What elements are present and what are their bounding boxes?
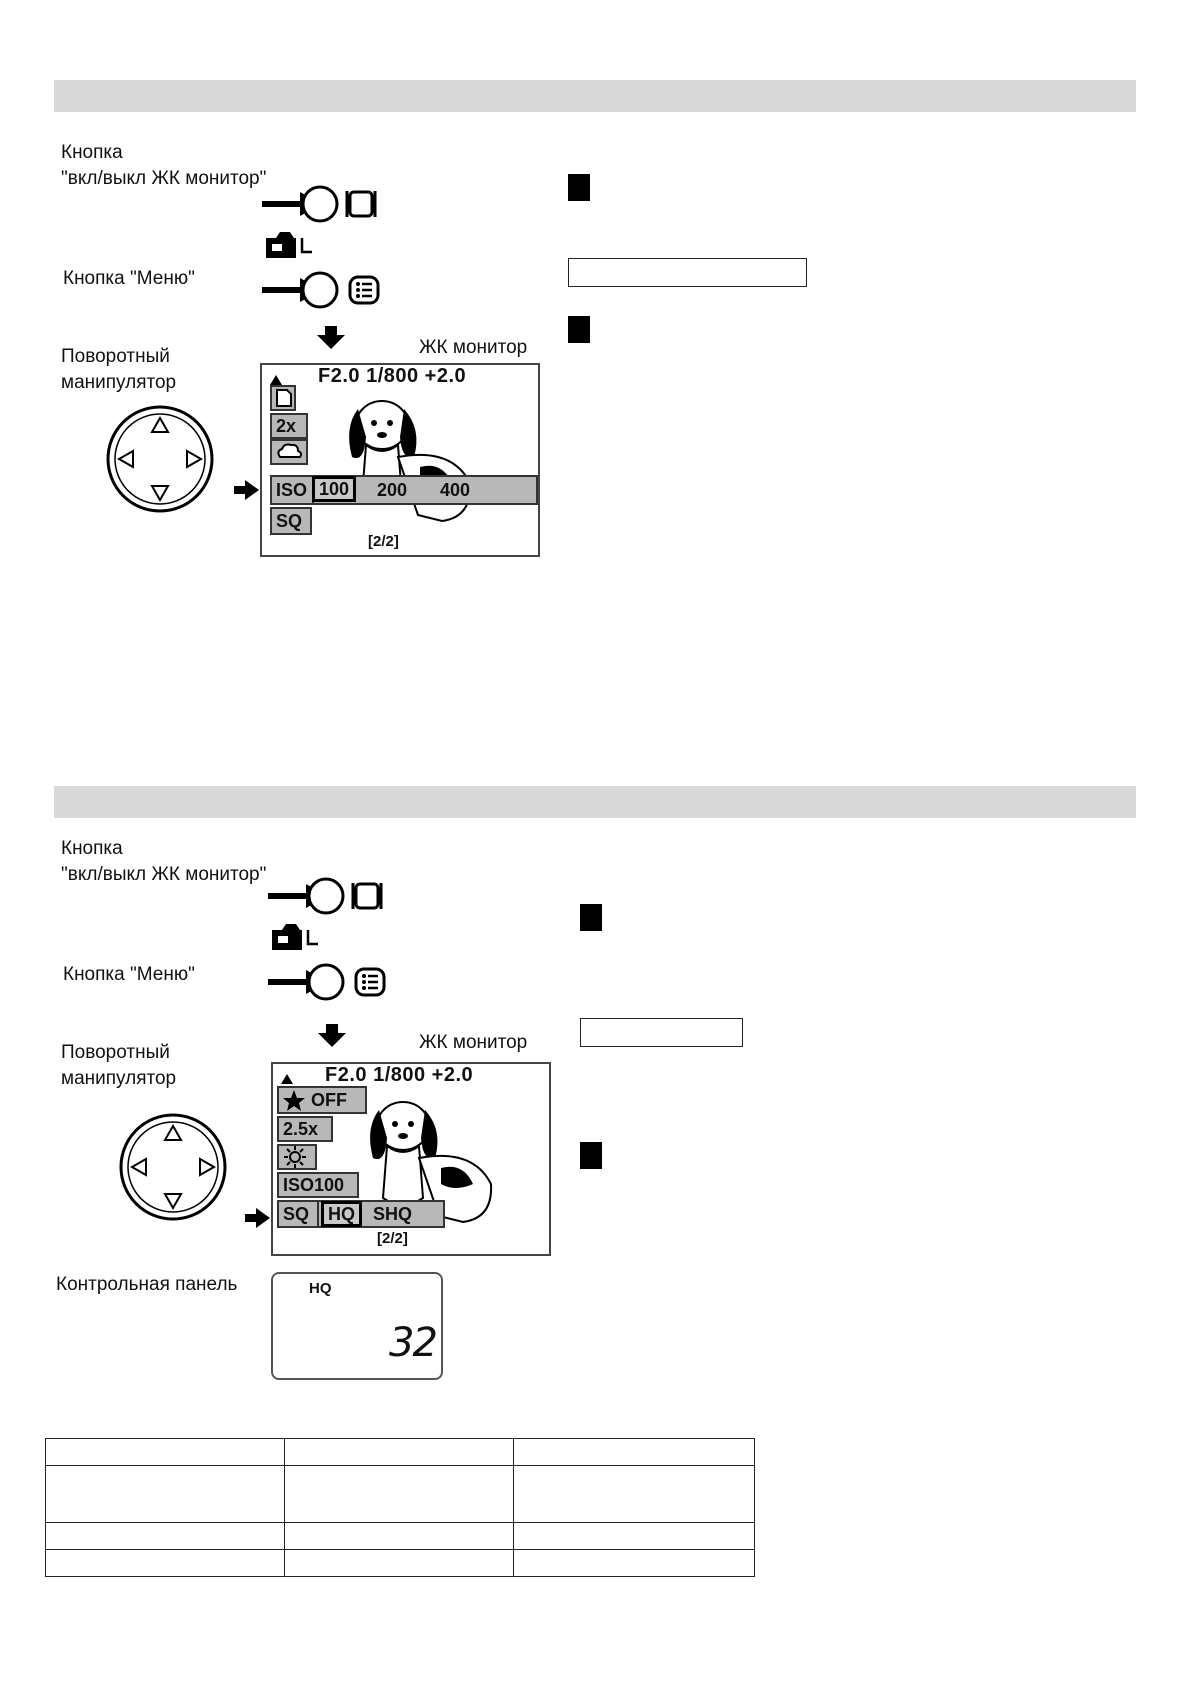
arrow-down-icon: [317, 1024, 347, 1048]
step-marker-2: [568, 316, 590, 343]
control-panel-display: [271, 1272, 443, 1380]
menu-button[interactable]: [260, 270, 390, 310]
white-balance-menu-item: [277, 1144, 317, 1170]
dog-image: [322, 387, 482, 537]
menu-list-icon: [356, 969, 384, 995]
cloud-icon: [272, 441, 306, 463]
arrow-down-icon: [316, 326, 346, 350]
menu-button[interactable]: [266, 962, 396, 1002]
quality-table: [45, 1438, 755, 1577]
setting-value-box-1: [568, 258, 807, 287]
monitor-label: ЖК монитор: [419, 337, 528, 358]
table-row: [46, 1439, 755, 1466]
exposure-status: F2.0 1/800 +2.0: [325, 1064, 474, 1086]
lcd-monitor-icon: [353, 883, 381, 909]
table-cell: [46, 1550, 285, 1577]
control-panel-mode: HQ: [309, 1280, 332, 1297]
frame-counter: [2/2]: [377, 1230, 408, 1247]
table-cell: [46, 1439, 285, 1466]
lcd-button-label-2: "вкл/выкл ЖК монитор": [61, 864, 267, 885]
card-icon: [272, 387, 294, 409]
monitor-label: ЖК монитор: [419, 1032, 528, 1053]
table-cell: [285, 1523, 514, 1550]
lcd-button-label-2: "вкл/выкл ЖК монитор": [61, 168, 267, 189]
menu-button-label: Кнопка "Меню": [63, 964, 195, 985]
setting-value-box-2: [580, 1018, 743, 1047]
menu-list-icon: [350, 277, 378, 303]
dial-icon[interactable]: [105, 404, 215, 514]
iso-option-400[interactable]: 400: [440, 480, 471, 500]
table-cell: [285, 1466, 514, 1523]
frame-counter: [2/2]: [368, 533, 399, 550]
quality-menu-item: SQ: [277, 1200, 319, 1228]
arrow-right-icon: [234, 480, 260, 500]
table-row: [46, 1466, 755, 1523]
table-cell: [514, 1550, 755, 1577]
camera-icon: [262, 228, 322, 260]
dial-label-2: манипулятор: [61, 1068, 177, 1089]
exposure-status: F2.0 1/800 +2.0: [318, 365, 467, 387]
dial-label: Поворотный: [61, 346, 170, 367]
iso-menu-item: ISO: [270, 475, 314, 505]
arrow-right-icon: [245, 1208, 271, 1228]
step-marker-2: [580, 1142, 602, 1169]
white-balance-menu-item: [270, 439, 308, 465]
step-marker-1: [580, 904, 602, 931]
table-cell: [514, 1466, 755, 1523]
menu-button-label: Кнопка "Меню": [63, 268, 195, 289]
scroll-up-icon: [281, 1074, 293, 1084]
camera-icon: [268, 920, 328, 952]
zoom-menu-item: 2x: [270, 413, 308, 439]
control-panel-label: Контрольная панель: [56, 1274, 238, 1295]
table-row: [46, 1550, 755, 1577]
step-marker-1: [568, 174, 590, 201]
table-cell: [46, 1523, 285, 1550]
section-header-band-2: [54, 786, 1136, 818]
sharpness-value: OFF: [311, 1090, 347, 1110]
control-panel-count: 32: [389, 1320, 436, 1366]
quality-menu-item: SQ: [270, 507, 312, 535]
quality-option-shq[interactable]: SHQ: [373, 1204, 413, 1224]
table-cell: [514, 1439, 755, 1466]
scroll-up-icon: [270, 375, 282, 385]
dial-label: Поворотный: [61, 1042, 170, 1063]
iso-option-200[interactable]: 200: [377, 480, 408, 500]
card-menu-item: [270, 385, 296, 411]
lcd-button-label: Кнопка: [61, 142, 123, 163]
table-row: [46, 1523, 755, 1550]
table-cell: [285, 1550, 514, 1577]
table-cell: [285, 1439, 514, 1466]
lcd-button-label: Кнопка: [61, 838, 123, 859]
lcd-button[interactable]: [260, 184, 380, 224]
sharpness-menu-item: [277, 1086, 367, 1114]
sun-icon: [279, 1146, 315, 1168]
zoom-menu-item: 2.5x: [277, 1116, 333, 1142]
star-icon: [282, 1089, 306, 1111]
dial-label-2: манипулятор: [61, 372, 177, 393]
iso-menu-item: ISO100: [277, 1172, 359, 1198]
section-header-band-1: [54, 80, 1136, 112]
table-cell: [514, 1523, 755, 1550]
iso-option-100[interactable]: 100: [312, 476, 356, 502]
lcd-button[interactable]: [266, 876, 386, 916]
dial-icon[interactable]: [118, 1112, 228, 1222]
quality-option-hq[interactable]: HQ: [321, 1201, 362, 1227]
lcd-monitor-icon: [347, 191, 375, 217]
lcd-monitor-screen: [271, 1062, 551, 1256]
lcd-monitor-screen: [260, 363, 540, 557]
table-cell: [46, 1466, 285, 1523]
